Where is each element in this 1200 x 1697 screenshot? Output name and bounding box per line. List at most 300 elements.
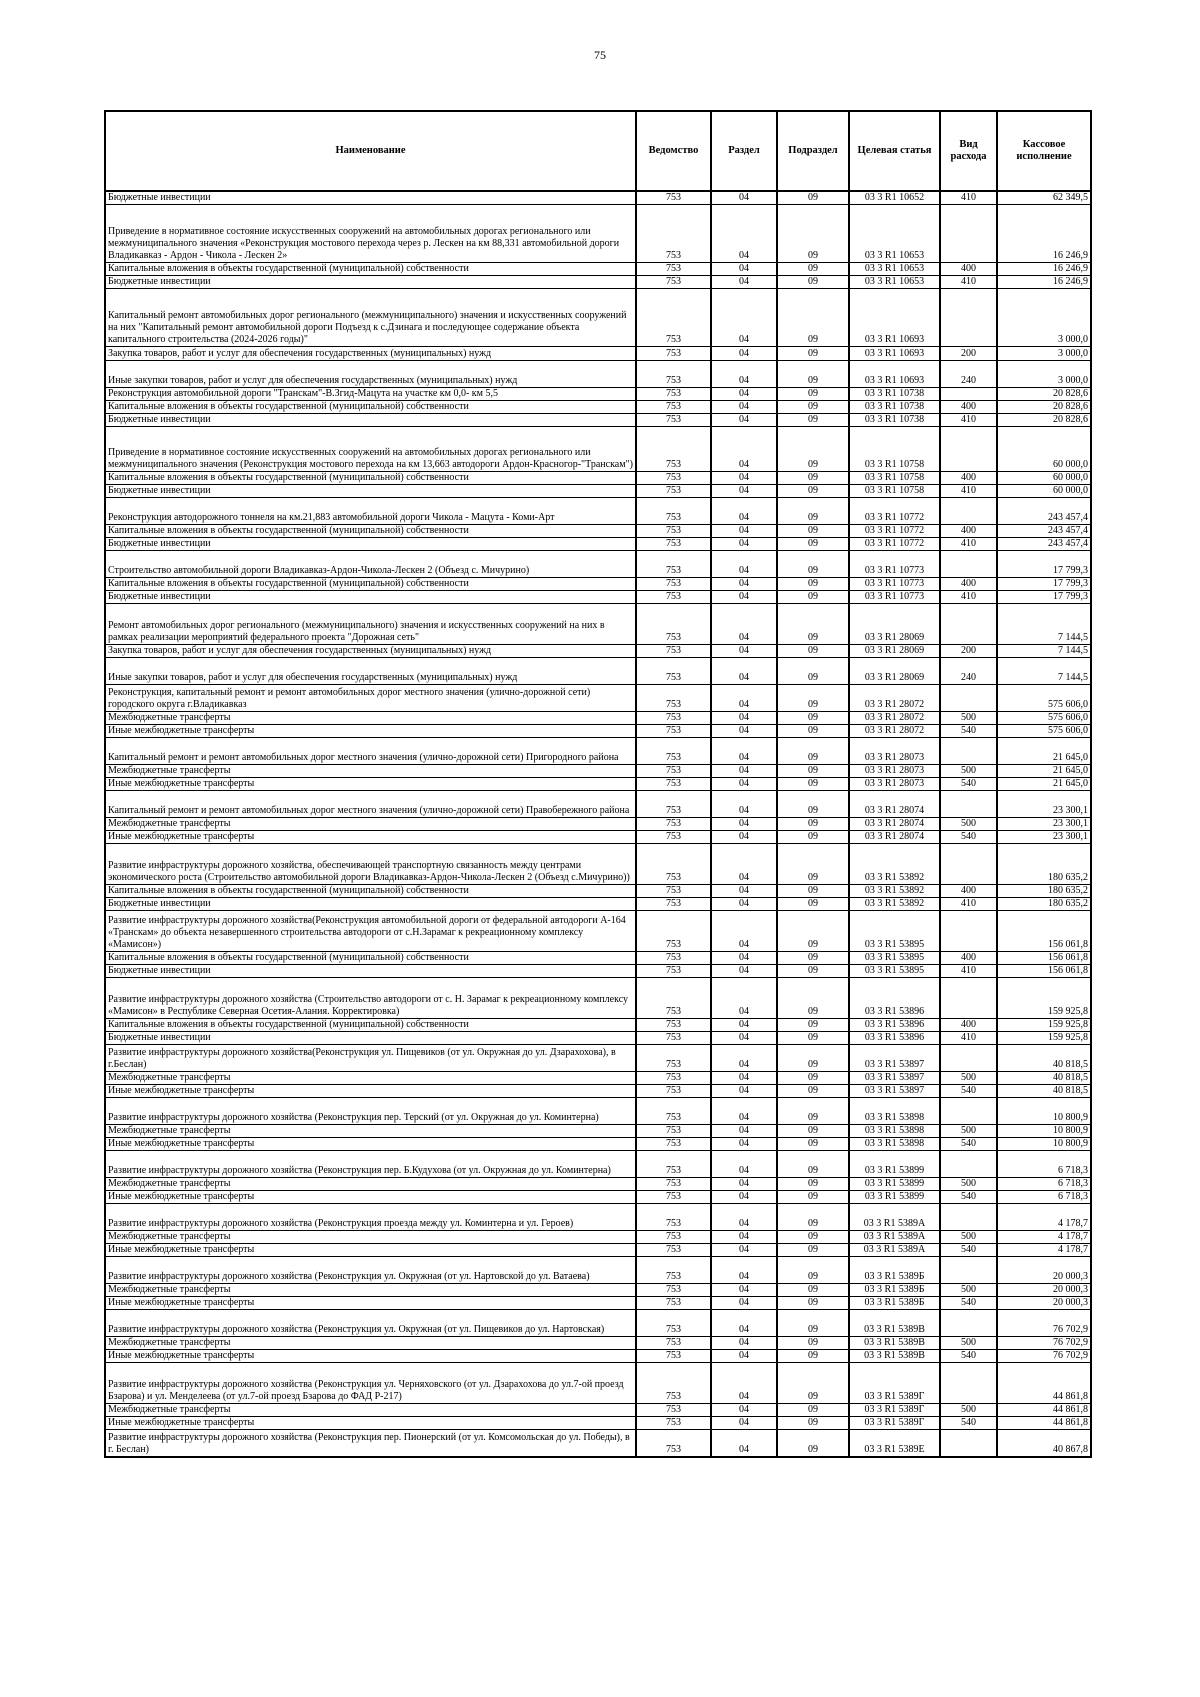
cell-section: 04 <box>711 778 777 791</box>
cell-name: Капитальный ремонт и ремонт автомобильных дорог местного значения (улично-дорожной сети) Правобережного района <box>105 791 636 818</box>
cell-amount: 76 702,9 <box>997 1337 1091 1350</box>
table-row <box>105 347 1091 361</box>
cell-subsection: 09 <box>777 818 849 831</box>
cell-target-article: 03 3 R1 5389Б <box>849 1257 940 1284</box>
table-row <box>105 1019 1091 1032</box>
cell-subsection: 09 <box>777 1151 849 1178</box>
cell-amount: 20 000,3 <box>997 1257 1091 1284</box>
cell-department: 753 <box>636 978 711 1019</box>
cell-subsection: 09 <box>777 1204 849 1231</box>
cell-amount: 62 349,5 <box>997 191 1091 205</box>
cell-department: 753 <box>636 765 711 778</box>
cell-target-article: 03 3 R1 53898 <box>849 1125 940 1138</box>
table-row <box>105 1350 1091 1363</box>
cell-target-article: 03 3 R1 28069 <box>849 645 940 658</box>
cell-subsection: 09 <box>777 1045 849 1072</box>
cell-section: 04 <box>711 591 777 604</box>
cell-expense-type: 410 <box>940 965 997 978</box>
cell-section: 04 <box>711 276 777 289</box>
cell-name: Иные закупки товаров, работ и услуг для обеспечения государственных (муниципальных) нужд <box>105 361 636 388</box>
cell-name: Капитальный ремонт и ремонт автомобильных дорог местного значения (улично-дорожной сети) Пригородного района <box>105 738 636 765</box>
cell-expense-type: 400 <box>940 525 997 538</box>
cell-target-article: 03 3 R1 5389А <box>849 1231 940 1244</box>
cell-section: 04 <box>711 965 777 978</box>
cell-section: 04 <box>711 525 777 538</box>
cell-name: Иные межбюджетные трансферты <box>105 1191 636 1204</box>
cell-expense-type: 540 <box>940 1244 997 1257</box>
cell-target-article: 03 3 R1 53897 <box>849 1085 940 1098</box>
cell-department: 753 <box>636 1125 711 1138</box>
cell-target-article: 03 3 R1 28074 <box>849 818 940 831</box>
cell-department: 753 <box>636 276 711 289</box>
page-number: 75 <box>594 48 606 62</box>
cell-target-article: 03 3 R1 10693 <box>849 347 940 361</box>
cell-section: 04 <box>711 911 777 952</box>
cell-department: 753 <box>636 791 711 818</box>
cell-amount: 6 718,3 <box>997 1151 1091 1178</box>
cell-department: 753 <box>636 361 711 388</box>
cell-name: Приведение в нормативное состояние искусственных сооружений на автомобильных дорогах регионального или межмуниципального значения «Реконструкция мостового перехода через р. Лескен на км 88,331 автомобильной дороги Владикавказ - Ардон - Чикола - Лескен 2» <box>105 205 636 263</box>
cell-department: 753 <box>636 658 711 685</box>
cell-subsection: 09 <box>777 765 849 778</box>
cell-name: Бюджетные инвестиции <box>105 591 636 604</box>
header-subsection: Подраздел <box>777 111 849 191</box>
cell-amount: 40 867,8 <box>997 1430 1091 1457</box>
cell-expense-type <box>940 791 997 818</box>
cell-subsection: 09 <box>777 1417 849 1430</box>
cell-section: 04 <box>711 1204 777 1231</box>
cell-name: Капитальные вложения в объекты государственной (муниципальной) собственности <box>105 525 636 538</box>
cell-name: Развитие инфраструктуры дорожного хозяйства(Реконструкция автомобильной дороги от федеральной автодороги А-164 «Транскам» до объекта незавершенного строительства автодороги от с.Н.Зарамаг к рекреационному комплексу «Мамисон») <box>105 911 636 952</box>
cell-name: Развитие инфраструктуры дорожного хозяйства (Реконструкция ул. Окружная (от ул. Нартовской до ул. Ватаева) <box>105 1257 636 1284</box>
table-row <box>105 1337 1091 1350</box>
cell-amount: 3 000,0 <box>997 289 1091 347</box>
table-row <box>105 1178 1091 1191</box>
cell-department: 753 <box>636 525 711 538</box>
cell-section: 04 <box>711 191 777 205</box>
cell-target-article: 03 3 R1 28069 <box>849 658 940 685</box>
cell-subsection: 09 <box>777 401 849 414</box>
cell-department: 753 <box>636 1284 711 1297</box>
cell-subsection: 09 <box>777 1363 849 1404</box>
cell-department: 753 <box>636 1045 711 1072</box>
cell-amount: 44 861,8 <box>997 1417 1091 1430</box>
cell-amount: 16 246,9 <box>997 205 1091 263</box>
cell-target-article: 03 3 R1 53896 <box>849 1032 940 1045</box>
cell-name: Закупка товаров, работ и услуг для обеспечения государственных (муниципальных) нужд <box>105 347 636 361</box>
cell-target-article: 03 3 R1 5389Е <box>849 1430 940 1457</box>
cell-subsection: 09 <box>777 658 849 685</box>
cell-target-article: 03 3 R1 28072 <box>849 685 940 712</box>
cell-amount: 575 606,0 <box>997 725 1091 738</box>
header-section: Раздел <box>711 111 777 191</box>
cell-amount: 20 828,6 <box>997 414 1091 427</box>
cell-department: 753 <box>636 778 711 791</box>
cell-section: 04 <box>711 738 777 765</box>
cell-amount: 243 457,4 <box>997 525 1091 538</box>
cell-subsection: 09 <box>777 725 849 738</box>
cell-section: 04 <box>711 1072 777 1085</box>
cell-name: Развитие инфраструктуры дорожного хозяйства(Реконструкция ул. Пищевиков (от ул. Окружная до ул. Дзарахохова), в г.Беслан) <box>105 1045 636 1072</box>
cell-department: 753 <box>636 685 711 712</box>
cell-department: 753 <box>636 1337 711 1350</box>
cell-subsection: 09 <box>777 427 849 472</box>
cell-name: Иные межбюджетные трансферты <box>105 1297 636 1310</box>
cell-subsection: 09 <box>777 591 849 604</box>
table-row <box>105 1310 1091 1337</box>
cell-target-article: 03 3 R1 28072 <box>849 725 940 738</box>
cell-amount: 156 061,8 <box>997 911 1091 952</box>
cell-name: Бюджетные инвестиции <box>105 276 636 289</box>
cell-amount: 20 828,6 <box>997 388 1091 401</box>
cell-section: 04 <box>711 1350 777 1363</box>
cell-expense-type: 410 <box>940 485 997 498</box>
cell-subsection: 09 <box>777 498 849 525</box>
cell-expense-type: 540 <box>940 831 997 844</box>
cell-amount: 4 178,7 <box>997 1204 1091 1231</box>
cell-target-article: 03 3 R1 28072 <box>849 712 940 725</box>
cell-target-article: 03 3 R1 5389В <box>849 1350 940 1363</box>
cell-section: 04 <box>711 361 777 388</box>
cell-expense-type: 200 <box>940 347 997 361</box>
cell-department: 753 <box>636 388 711 401</box>
table-row <box>105 685 1091 712</box>
cell-subsection: 09 <box>777 1098 849 1125</box>
cell-expense-type <box>940 1098 997 1125</box>
cell-expense-type <box>940 911 997 952</box>
header-name: Наименование <box>105 111 636 191</box>
cell-section: 04 <box>711 1151 777 1178</box>
cell-name: Капитальные вложения в объекты государственной (муниципальной) собственности <box>105 401 636 414</box>
cell-target-article: 03 3 R1 53899 <box>849 1191 940 1204</box>
cell-expense-type: 410 <box>940 191 997 205</box>
table-row <box>105 952 1091 965</box>
cell-subsection: 09 <box>777 1297 849 1310</box>
cell-expense-type: 410 <box>940 1032 997 1045</box>
table-row <box>105 205 1091 263</box>
cell-target-article: 03 3 R1 10773 <box>849 551 940 578</box>
cell-section: 04 <box>711 1404 777 1417</box>
cell-section: 04 <box>711 844 777 885</box>
cell-target-article: 03 3 R1 53899 <box>849 1151 940 1178</box>
cell-subsection: 09 <box>777 978 849 1019</box>
cell-expense-type <box>940 289 997 347</box>
table-row <box>105 1231 1091 1244</box>
cell-section: 04 <box>711 1019 777 1032</box>
cell-expense-type <box>940 205 997 263</box>
table-row <box>105 738 1091 765</box>
cell-department: 753 <box>636 885 711 898</box>
cell-section: 04 <box>711 685 777 712</box>
cell-department: 753 <box>636 1191 711 1204</box>
table-row <box>105 778 1091 791</box>
cell-target-article: 03 3 R1 10738 <box>849 388 940 401</box>
cell-section: 04 <box>711 1045 777 1072</box>
cell-section: 04 <box>711 1231 777 1244</box>
cell-name: Межбюджетные трансферты <box>105 1284 636 1297</box>
cell-name: Бюджетные инвестиции <box>105 965 636 978</box>
cell-department: 753 <box>636 1257 711 1284</box>
cell-target-article: 03 3 R1 53892 <box>849 885 940 898</box>
cell-amount: 17 799,3 <box>997 591 1091 604</box>
cell-name: Закупка товаров, работ и услуг для обеспечения государственных (муниципальных) нужд <box>105 645 636 658</box>
header-expense-type: Вид расхода <box>940 111 997 191</box>
cell-department: 753 <box>636 831 711 844</box>
cell-subsection: 09 <box>777 1430 849 1457</box>
cell-expense-type: 400 <box>940 952 997 965</box>
cell-subsection: 09 <box>777 791 849 818</box>
cell-subsection: 09 <box>777 551 849 578</box>
cell-expense-type <box>940 604 997 645</box>
cell-expense-type: 200 <box>940 645 997 658</box>
cell-subsection: 09 <box>777 645 849 658</box>
cell-subsection: 09 <box>777 898 849 911</box>
cell-amount: 3 000,0 <box>997 347 1091 361</box>
cell-department: 753 <box>636 1019 711 1032</box>
cell-section: 04 <box>711 658 777 685</box>
cell-subsection: 09 <box>777 1231 849 1244</box>
cell-name: Иные межбюджетные трансферты <box>105 1350 636 1363</box>
cell-amount: 23 300,1 <box>997 818 1091 831</box>
table-row <box>105 965 1091 978</box>
cell-target-article: 03 3 R1 5389Б <box>849 1284 940 1297</box>
cell-name: Межбюджетные трансферты <box>105 818 636 831</box>
table-row <box>105 276 1091 289</box>
table-row <box>105 191 1091 205</box>
cell-department: 753 <box>636 1072 711 1085</box>
cell-expense-type: 500 <box>940 712 997 725</box>
cell-amount: 159 925,8 <box>997 1019 1091 1032</box>
cell-target-article: 03 3 R1 10652 <box>849 191 940 205</box>
cell-name: Иные межбюджетные трансферты <box>105 1417 636 1430</box>
cell-name: Развитие инфраструктуры дорожного хозяйства, обеспечивающей транспортную связанность между центрами экономического роста (Строительство автомобильной дороги Владикавказ-Ардон-Чикола-Лескен 2 (Объезд с.Мичурино)) <box>105 844 636 885</box>
cell-section: 04 <box>711 831 777 844</box>
cell-section: 04 <box>711 765 777 778</box>
cell-name: Иные закупки товаров, работ и услуг для обеспечения государственных (муниципальных) нужд <box>105 658 636 685</box>
table-row <box>105 551 1091 578</box>
table-row <box>105 472 1091 485</box>
cell-department: 753 <box>636 263 711 276</box>
cell-department: 753 <box>636 965 711 978</box>
cell-section: 04 <box>711 885 777 898</box>
cell-department: 753 <box>636 1297 711 1310</box>
cell-expense-type: 240 <box>940 658 997 685</box>
cell-department: 753 <box>636 551 711 578</box>
cell-target-article: 03 3 R1 53897 <box>849 1072 940 1085</box>
cell-subsection: 09 <box>777 578 849 591</box>
cell-section: 04 <box>711 1244 777 1257</box>
table-row <box>105 1098 1091 1125</box>
cell-expense-type: 540 <box>940 1138 997 1151</box>
table-row <box>105 791 1091 818</box>
table-row <box>105 525 1091 538</box>
cell-section: 04 <box>711 1363 777 1404</box>
cell-target-article: 03 3 R1 10758 <box>849 485 940 498</box>
cell-target-article: 03 3 R1 5389Г <box>849 1417 940 1430</box>
cell-name: Бюджетные инвестиции <box>105 485 636 498</box>
cell-department: 753 <box>636 191 711 205</box>
cell-name: Иные межбюджетные трансферты <box>105 778 636 791</box>
cell-amount: 20 000,3 <box>997 1284 1091 1297</box>
cell-amount: 60 000,0 <box>997 485 1091 498</box>
cell-target-article: 03 3 R1 28074 <box>849 831 940 844</box>
cell-target-article: 03 3 R1 10758 <box>849 427 940 472</box>
cell-target-article: 03 3 R1 10653 <box>849 263 940 276</box>
cell-department: 753 <box>636 498 711 525</box>
cell-section: 04 <box>711 485 777 498</box>
cell-expense-type: 540 <box>940 1350 997 1363</box>
cell-target-article: 03 3 R1 5389Б <box>849 1297 940 1310</box>
cell-subsection: 09 <box>777 712 849 725</box>
cell-section: 04 <box>711 1098 777 1125</box>
cell-target-article: 03 3 R1 10653 <box>849 276 940 289</box>
table-row <box>105 1284 1091 1297</box>
table-row <box>105 978 1091 1019</box>
cell-department: 753 <box>636 1098 711 1125</box>
cell-expense-type: 500 <box>940 818 997 831</box>
cell-subsection: 09 <box>777 191 849 205</box>
cell-section: 04 <box>711 645 777 658</box>
cell-department: 753 <box>636 1417 711 1430</box>
table-row <box>105 658 1091 685</box>
cell-section: 04 <box>711 1125 777 1138</box>
cell-expense-type: 400 <box>940 578 997 591</box>
cell-amount: 21 645,0 <box>997 765 1091 778</box>
cell-expense-type: 500 <box>940 765 997 778</box>
cell-expense-type <box>940 498 997 525</box>
cell-expense-type: 540 <box>940 1417 997 1430</box>
cell-subsection: 09 <box>777 289 849 347</box>
cell-department: 753 <box>636 725 711 738</box>
cell-department: 753 <box>636 485 711 498</box>
cell-amount: 76 702,9 <box>997 1350 1091 1363</box>
cell-section: 04 <box>711 498 777 525</box>
table-row <box>105 1151 1091 1178</box>
cell-section: 04 <box>711 289 777 347</box>
cell-target-article: 03 3 R1 53892 <box>849 844 940 885</box>
table-row <box>105 1032 1091 1045</box>
cell-expense-type: 400 <box>940 1019 997 1032</box>
cell-department: 753 <box>636 427 711 472</box>
cell-department: 753 <box>636 414 711 427</box>
cell-target-article: 03 3 R1 28074 <box>849 791 940 818</box>
cell-section: 04 <box>711 538 777 551</box>
cell-target-article: 03 3 R1 53895 <box>849 911 940 952</box>
cell-section: 04 <box>711 401 777 414</box>
cell-department: 753 <box>636 1032 711 1045</box>
table-row <box>105 1257 1091 1284</box>
cell-target-article: 03 3 R1 53898 <box>849 1138 940 1151</box>
table-row <box>105 1138 1091 1151</box>
cell-department: 753 <box>636 401 711 414</box>
cell-amount: 6 718,3 <box>997 1178 1091 1191</box>
table-row <box>105 604 1091 645</box>
cell-expense-type: 410 <box>940 276 997 289</box>
cell-amount: 159 925,8 <box>997 1032 1091 1045</box>
cell-department: 753 <box>636 1085 711 1098</box>
cell-amount: 44 861,8 <box>997 1363 1091 1404</box>
cell-name: Развитие инфраструктуры дорожного хозяйства (Реконструкция пер. Б.Кудухова (от ул. Окружная до ул. Коминтерна) <box>105 1151 636 1178</box>
cell-amount: 17 799,3 <box>997 578 1091 591</box>
cell-expense-type <box>940 1045 997 1072</box>
cell-target-article: 03 3 R1 53895 <box>849 952 940 965</box>
cell-amount: 21 645,0 <box>997 778 1091 791</box>
cell-amount: 156 061,8 <box>997 952 1091 965</box>
cell-amount: 6 718,3 <box>997 1191 1091 1204</box>
cell-expense-type: 500 <box>940 1125 997 1138</box>
table-row <box>105 388 1091 401</box>
cell-name: Капитальные вложения в объекты государственной (муниципальной) собственности <box>105 578 636 591</box>
cell-expense-type <box>940 685 997 712</box>
cell-section: 04 <box>711 472 777 485</box>
cell-section: 04 <box>711 1257 777 1284</box>
cell-target-article: 03 3 R1 53892 <box>849 898 940 911</box>
cell-subsection: 09 <box>777 844 849 885</box>
table-row <box>105 831 1091 844</box>
cell-name: Капитальный ремонт автомобильных дорог регионального (межмуниципального) значения и искусственных сооружений на них "Капитальный ремонт автомобильной дороги Подъезд к с.Дзинага и последующее содержание объекта капитального строительства (2024-2026 годы)" <box>105 289 636 347</box>
cell-name: Строительство автомобильной дороги Владикавказ-Ардон-Чикола-Лескен 2 (Объезд с. Мичурино) <box>105 551 636 578</box>
cell-target-article: 03 3 R1 10773 <box>849 591 940 604</box>
cell-amount: 156 061,8 <box>997 965 1091 978</box>
cell-department: 753 <box>636 347 711 361</box>
cell-department: 753 <box>636 818 711 831</box>
table-row <box>105 645 1091 658</box>
cell-name: Капитальные вложения в объекты государственной (муниципальной) собственности <box>105 952 636 965</box>
cell-subsection: 09 <box>777 263 849 276</box>
cell-amount: 40 818,5 <box>997 1072 1091 1085</box>
cell-amount: 4 178,7 <box>997 1244 1091 1257</box>
cell-name: Межбюджетные трансферты <box>105 1072 636 1085</box>
cell-name: Бюджетные инвестиции <box>105 414 636 427</box>
table-row <box>105 591 1091 604</box>
cell-subsection: 09 <box>777 1337 849 1350</box>
cell-amount: 20 000,3 <box>997 1297 1091 1310</box>
cell-target-article: 03 3 R1 5389В <box>849 1310 940 1337</box>
header-department: Ведомство <box>636 111 711 191</box>
cell-expense-type: 500 <box>940 1231 997 1244</box>
cell-department: 753 <box>636 1138 711 1151</box>
cell-section: 04 <box>711 791 777 818</box>
cell-amount: 44 861,8 <box>997 1404 1091 1417</box>
cell-subsection: 09 <box>777 472 849 485</box>
cell-department: 753 <box>636 898 711 911</box>
cell-target-article: 03 3 R1 53896 <box>849 978 940 1019</box>
table-row <box>105 401 1091 414</box>
cell-expense-type <box>940 1310 997 1337</box>
cell-subsection: 09 <box>777 276 849 289</box>
cell-amount: 7 144,5 <box>997 604 1091 645</box>
cell-amount: 159 925,8 <box>997 978 1091 1019</box>
cell-department: 753 <box>636 205 711 263</box>
cell-subsection: 09 <box>777 1085 849 1098</box>
cell-amount: 575 606,0 <box>997 685 1091 712</box>
cell-target-article: 03 3 R1 5389Г <box>849 1363 940 1404</box>
table-row <box>105 1297 1091 1310</box>
cell-expense-type: 540 <box>940 1297 997 1310</box>
cell-expense-type: 400 <box>940 263 997 276</box>
cell-name: Иные межбюджетные трансферты <box>105 725 636 738</box>
cell-target-article: 03 3 R1 28073 <box>849 738 940 765</box>
cell-section: 04 <box>711 388 777 401</box>
cell-department: 753 <box>636 1350 711 1363</box>
cell-name: Развитие инфраструктуры дорожного хозяйства (Реконструкция пер. Терский (от ул. Окружная до ул. Коминтерна) <box>105 1098 636 1125</box>
cell-name: Межбюджетные трансферты <box>105 1404 636 1417</box>
cell-subsection: 09 <box>777 1178 849 1191</box>
cell-name: Межбюджетные трансферты <box>105 765 636 778</box>
cell-section: 04 <box>711 427 777 472</box>
cell-amount: 3 000,0 <box>997 361 1091 388</box>
cell-subsection: 09 <box>777 778 849 791</box>
